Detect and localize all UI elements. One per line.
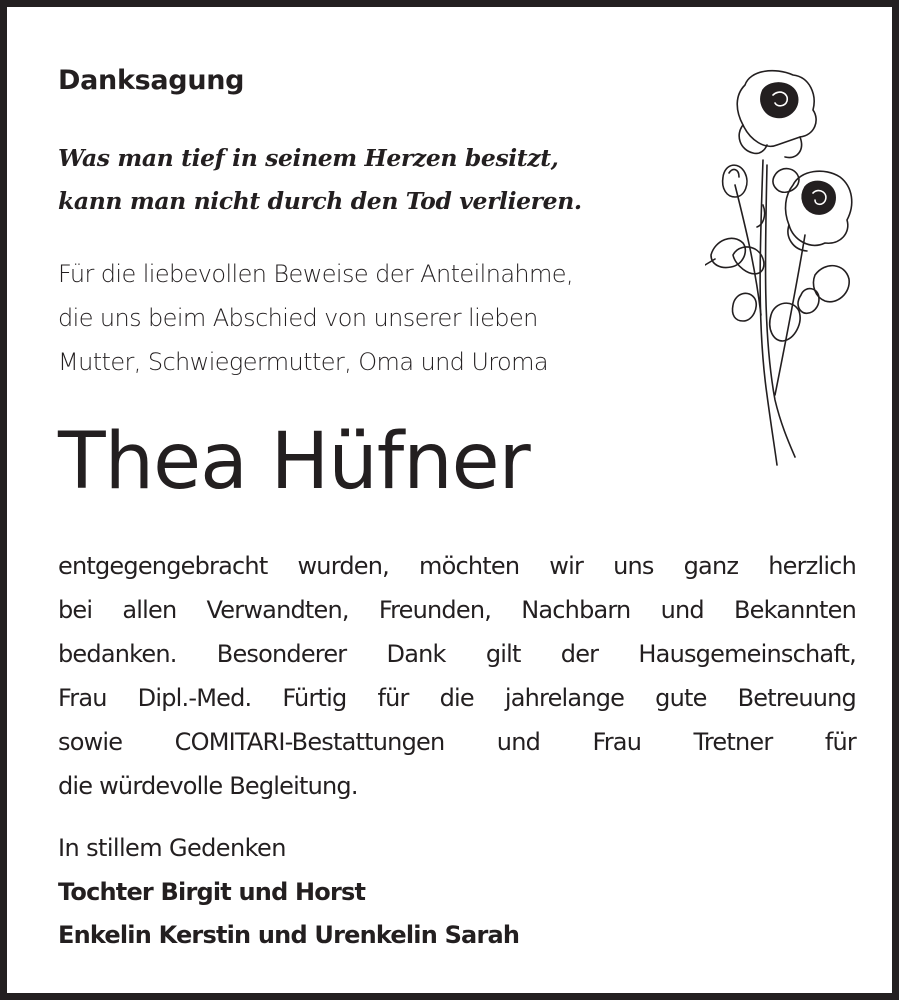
- quote-line-2: kann man nicht durch den Tod verlieren.: [58, 187, 582, 215]
- intro-line-1: Für die liebevollen Beweise der Anteilnahme,: [58, 260, 574, 288]
- heading: Danksagung: [58, 65, 245, 96]
- body-line-3: bedanken. Besonderer Dank gilt der Hausgemeinschaft,: [58, 640, 856, 668]
- intro-line-2: die uns beim Abschied von unserer lieben: [58, 304, 538, 332]
- signature-line-2: Enkelin Kerstin und Urenkelin Sarah: [58, 921, 520, 949]
- closing-phrase: In stillem Gedenken: [58, 834, 286, 862]
- quote-line-1: Was man tief in seinem Herzen besitzt,: [58, 144, 559, 172]
- thanks-body: [58, 544, 856, 808]
- roses-bouquet-icon: [705, 65, 855, 470]
- deceased-name: Thea Hüfner: [58, 417, 530, 507]
- body-line-6: die würdevolle Begleitung.: [58, 772, 358, 800]
- body-line-5: sowie COMITARI-Bestattungen und Frau Tretner für: [58, 728, 856, 756]
- body-line-4: Frau Dipl.-Med. Fürtig für die jahrelange gute Betreuung: [58, 684, 856, 712]
- body-line-1: entgegengebracht wurden, möchten wir uns ganz herzlich: [58, 552, 856, 580]
- intro-line-3: Mutter, Schwiegermutter, Oma und Uroma: [58, 348, 549, 376]
- signature-line-1: Tochter Birgit und Horst: [58, 878, 366, 906]
- body-line-2: bei allen Verwandten, Freunden, Nachbarn und Bekannten: [58, 596, 856, 624]
